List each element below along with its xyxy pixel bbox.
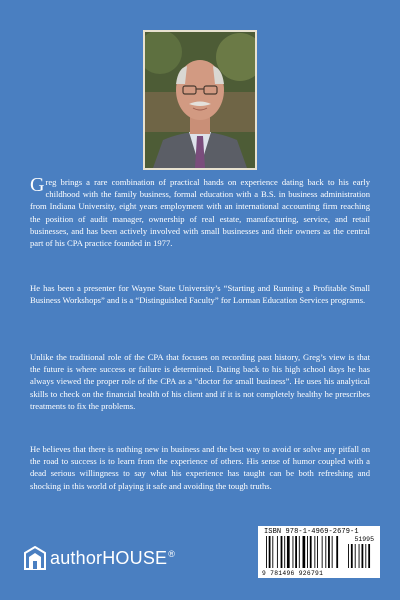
isbn-barcode bbox=[258, 526, 380, 578]
price-code: 51995 bbox=[354, 536, 374, 543]
author-photo bbox=[143, 30, 257, 170]
barcode-bars bbox=[264, 536, 376, 570]
publisher-logo bbox=[24, 545, 175, 571]
registered-mark: ® bbox=[168, 548, 176, 559]
publisher-mark-icon bbox=[24, 546, 46, 570]
publisher-name-text: authorHOUSE bbox=[50, 547, 168, 568]
barcode-digits: 9 781496 926791 bbox=[262, 570, 324, 577]
bio-paragraph-1-text: reg brings a rare combination of practical hands on experience dating back to his early childhood with the family business, formal education with a B.S. in business administration from Indiana University, eight years employment with an international accounting firm reaching the position of audit manager, ownership of real estate, manufacturing, service, and retail businesses, and has been actively involved with small businesses and their owners as the central part of his CPA practice founded in 1977. bbox=[30, 177, 370, 249]
bio-paragraph-2: He has been a presenter for Wayne State University’s “Starting and Running a Profitable Small Business Workshops” and is a “Distinguished Faculty” for Lorman Education Services programs. bbox=[30, 283, 370, 306]
bio-paragraph-1 bbox=[30, 176, 370, 249]
bio-dropcap: G bbox=[30, 174, 45, 196]
bio-paragraph-3: Unlike the traditional role of the CPA that focuses on recording past history, Greg’s view is that the future is where success or failure is determined. Dating back to his high school days he has always viewed the proper role of the CPA as a “doctor for small business”. He uses his analytical skills to check on the financial health of his client and if it is not completely healthy he prescribes treatments to fix the problems. bbox=[30, 352, 370, 411]
bio-paragraph-4: He believes that there is nothing new in business and the best way to avoid or solve any pitfall on the road to success is to learn from the experience of others. His sense of humor coupled with a dead serious willingness to say what his experience has taught can be both refreshing and shocking in this world of playing it safe and avoiding the tough truths. bbox=[30, 444, 370, 491]
publisher-name bbox=[50, 548, 175, 569]
isbn-label: ISBN 978-1-4969-2679-1 bbox=[264, 528, 359, 536]
